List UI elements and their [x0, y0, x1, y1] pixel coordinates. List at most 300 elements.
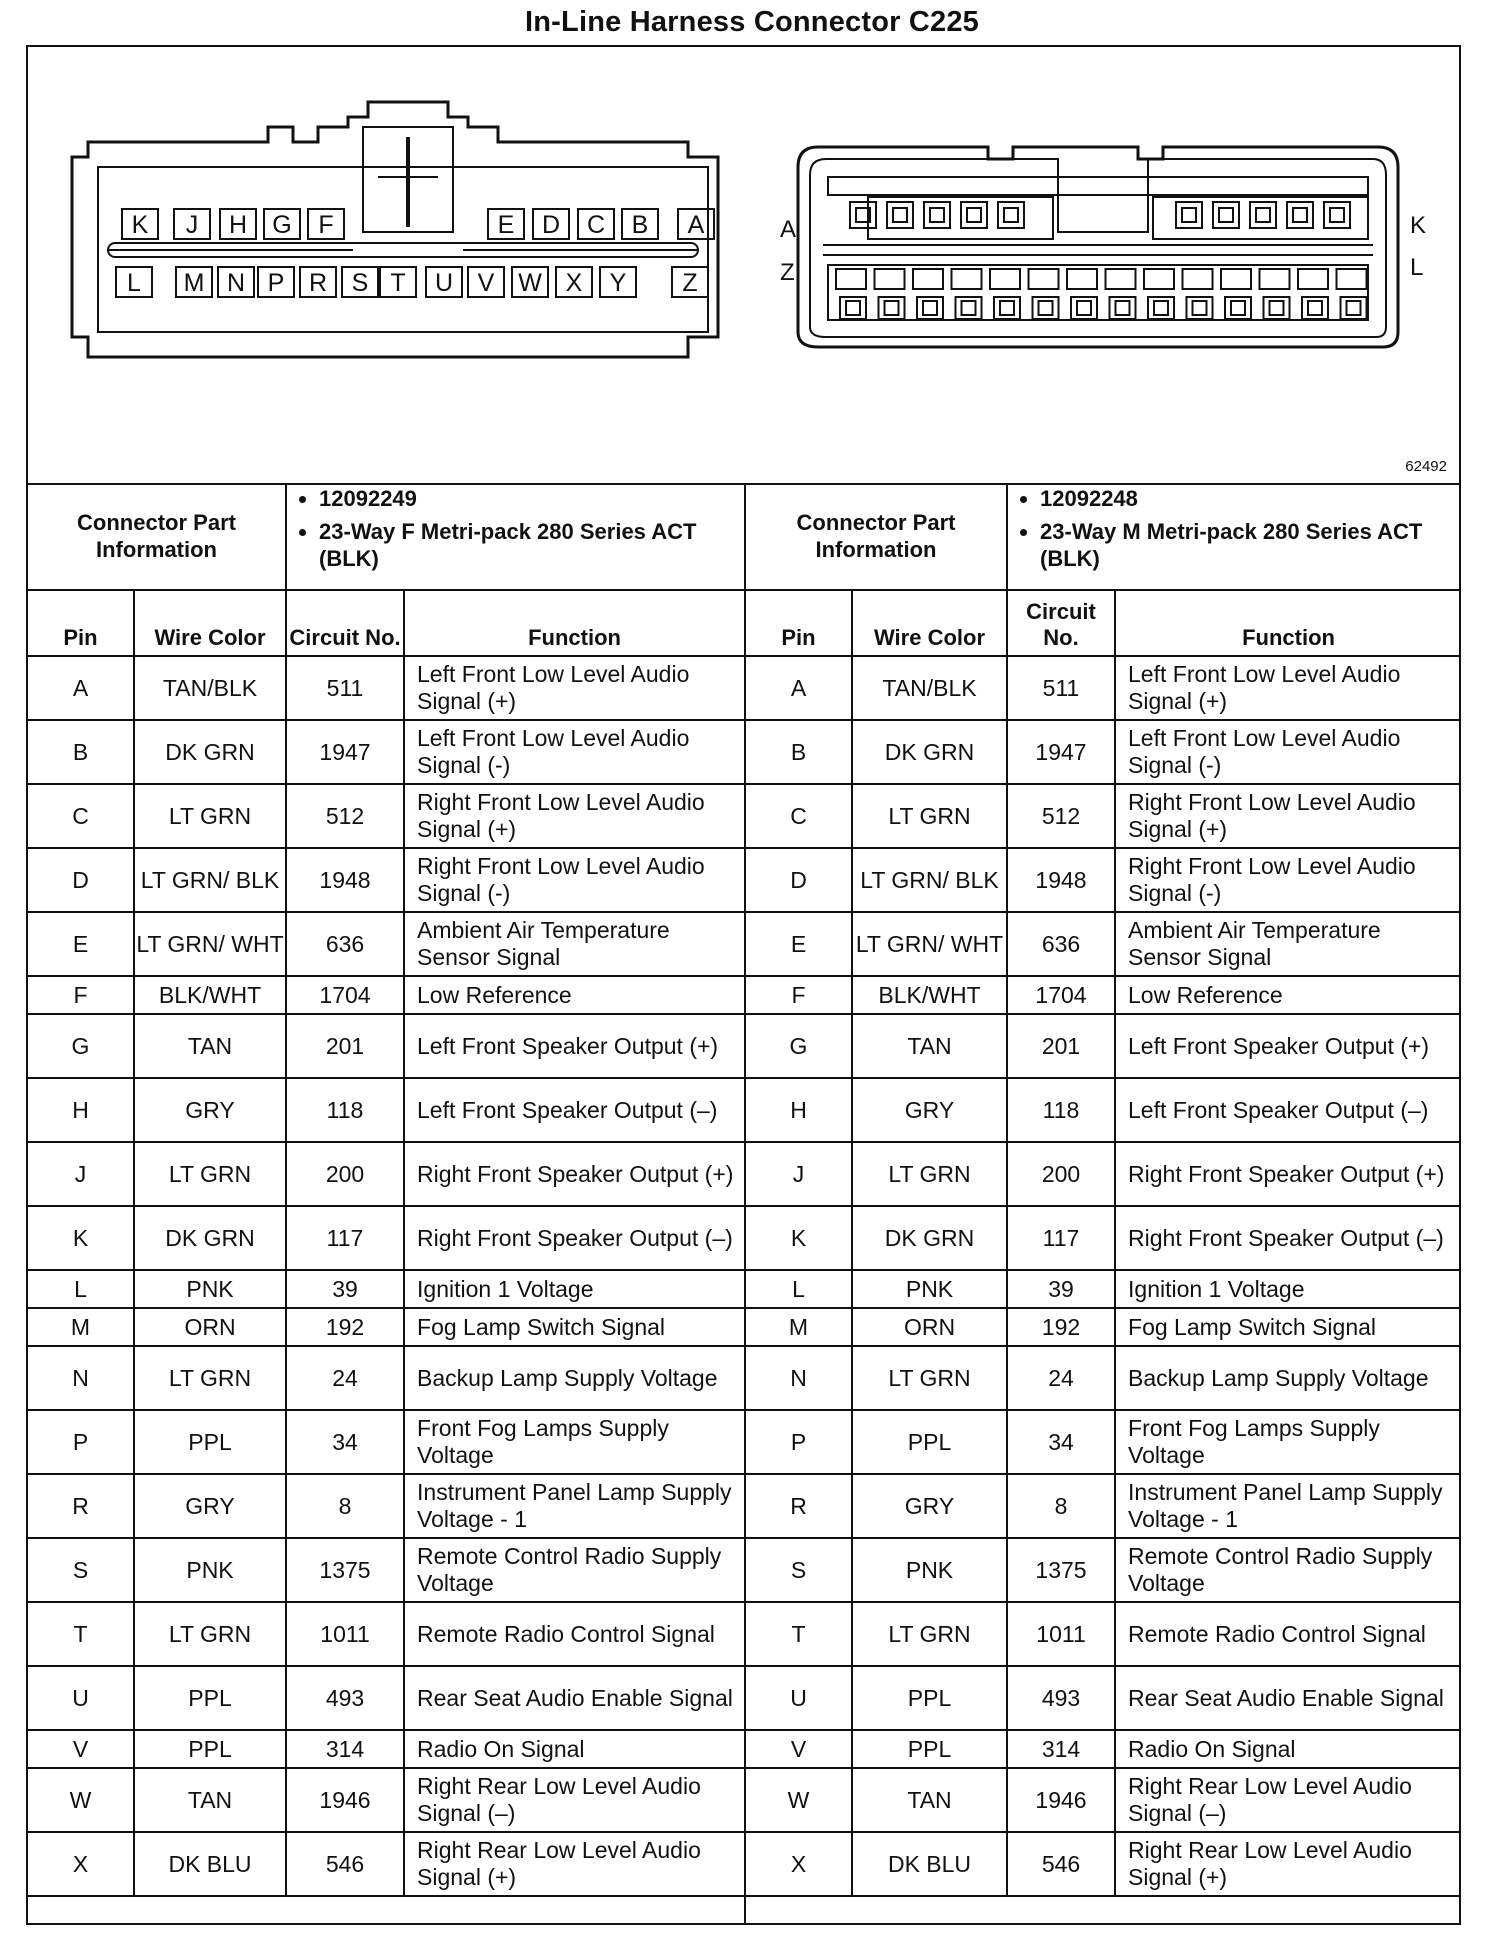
function-cell: Fog Lamp Switch Signal	[1115, 1308, 1461, 1346]
wire-color-cell: ORN	[134, 1308, 286, 1346]
function-cell: Front Fog Lamps Supply Voltage	[404, 1410, 744, 1474]
function-cell: Instrument Panel Lamp Supply Voltage - 1	[1115, 1474, 1461, 1538]
circuit-number-cell: 1704	[286, 976, 404, 1014]
function-cell: Right Rear Low Level Audio Signal (–)	[404, 1768, 744, 1832]
table-row	[746, 1078, 1461, 1142]
left-pin-label: X	[565, 269, 583, 297]
right-connector-label-a: A	[780, 216, 797, 243]
wire-color-cell: DK BLU	[134, 1832, 286, 1896]
pin-cell: B	[746, 720, 852, 784]
right-pin-cavity	[1219, 208, 1233, 222]
right-connector-label-z: Z	[780, 259, 795, 286]
right-pin-cavity	[1029, 269, 1059, 289]
right-pin-cavity	[1260, 269, 1290, 289]
left-pin-label: Z	[682, 269, 698, 297]
wire-color-cell: PNK	[134, 1270, 286, 1308]
pin-cell: G	[746, 1014, 852, 1078]
pin-cell: V	[28, 1730, 134, 1768]
pin-cell: U	[746, 1666, 852, 1730]
circuit-number-cell: 39	[1007, 1270, 1115, 1308]
pin-cell: U	[28, 1666, 134, 1730]
pin-cell: D	[746, 848, 852, 912]
table-row	[28, 720, 744, 784]
function-cell: Fog Lamp Switch Signal	[404, 1308, 744, 1346]
circuit-number-cell: 192	[286, 1308, 404, 1346]
table-row	[28, 1666, 744, 1730]
left-pin-label: S	[351, 269, 369, 297]
circuit-number-cell: 1947	[286, 720, 404, 784]
right-pin-cavity	[1347, 301, 1361, 315]
wire-color-cell: LT GRN/ WHT	[134, 912, 286, 976]
right-pin-cavity	[1116, 301, 1130, 315]
right-pin-cavity	[967, 208, 981, 222]
table-row	[746, 1832, 1461, 1896]
circuit-number-cell: 34	[1007, 1410, 1115, 1474]
pin-cell: R	[28, 1474, 134, 1538]
function-cell: Right Rear Low Level Audio Signal (+)	[404, 1832, 744, 1896]
right-pin-cavity	[1067, 269, 1097, 289]
pin-cell: T	[746, 1602, 852, 1666]
table-row	[28, 1142, 744, 1206]
wire-color-cell: LT GRN	[852, 784, 1007, 848]
wire-color-cell: BLK/WHT	[852, 976, 1007, 1014]
pin-cell: B	[28, 720, 134, 784]
function-cell: Right Front Low Level Audio Signal (+)	[1115, 784, 1461, 848]
right-pin-cavity	[1106, 269, 1136, 289]
left-pin-label: N	[226, 269, 246, 297]
function-cell: Instrument Panel Lamp Supply Voltage - 1	[404, 1474, 744, 1538]
connector-part-info-label: Connector Part Information	[746, 483, 1007, 590]
wire-color-cell: LT GRN	[852, 1602, 1007, 1666]
left-pin-label: R	[308, 269, 328, 297]
circuit-number-cell: 117	[1007, 1206, 1115, 1270]
right-pin-cavity	[924, 202, 950, 228]
function-cell: Radio On Signal	[1115, 1730, 1461, 1768]
right-pin-cavity	[913, 269, 943, 289]
right-pin-cavity	[885, 301, 899, 315]
table-row	[28, 1768, 744, 1832]
left-pin-label: A	[687, 211, 705, 239]
table-row	[746, 1410, 1461, 1474]
table-row	[28, 1206, 744, 1270]
circuit-number-cell: 314	[286, 1730, 404, 1768]
pin-cell: X	[746, 1832, 852, 1896]
table-row	[28, 1014, 744, 1078]
table-row	[28, 1832, 744, 1896]
wire-color-cell: PNK	[134, 1538, 286, 1602]
right-pin-cavity	[1293, 208, 1307, 222]
circuit-number-cell: 314	[1007, 1730, 1115, 1768]
header-function: Function	[1115, 590, 1461, 656]
right-connector-pin-grid	[836, 202, 1367, 319]
table-row	[28, 1410, 744, 1474]
wire-color-cell: TAN	[134, 1014, 286, 1078]
pin-cell: K	[746, 1206, 852, 1270]
right-pin-cavity	[961, 202, 987, 228]
pin-cell: S	[28, 1538, 134, 1602]
right-pin-cavity	[887, 202, 913, 228]
left-pin-label: W	[518, 269, 542, 297]
table-row	[28, 1602, 744, 1666]
function-cell: Left Front Low Level Audio Signal (+)	[404, 656, 744, 720]
right-pin-cavity	[1182, 208, 1196, 222]
wire-color-cell: TAN	[134, 1768, 286, 1832]
circuit-number-cell: 1946	[1007, 1768, 1115, 1832]
pinout-table	[746, 483, 1461, 1897]
wire-color-cell: LT GRN	[852, 1142, 1007, 1206]
right-pin-cavity	[952, 269, 982, 289]
pin-cell: F	[746, 976, 852, 1014]
pin-cell: P	[746, 1410, 852, 1474]
right-pin-cavity	[1176, 202, 1202, 228]
pin-cell: M	[746, 1308, 852, 1346]
circuit-number-cell: 511	[1007, 656, 1115, 720]
right-connector-label-l: L	[1410, 254, 1424, 281]
left-connector-top-pin-row	[122, 209, 714, 239]
circuit-number-cell: 118	[286, 1078, 404, 1142]
part-description: • 23-Way F Metri-pack 280 Series ACT (BLK)	[319, 518, 736, 572]
left-pin-label: B	[631, 211, 649, 239]
function-cell: Rear Seat Audio Enable Signal	[1115, 1666, 1461, 1730]
function-cell: Right Front Low Level Audio Signal (-)	[404, 848, 744, 912]
table-row	[746, 656, 1461, 720]
table-row	[746, 912, 1461, 976]
connector-illustration	[28, 47, 1459, 483]
pin-cell: D	[28, 848, 134, 912]
header-wire-color: Wire Color	[852, 590, 1007, 656]
function-cell: Remote Control Radio Supply Voltage	[1115, 1538, 1461, 1602]
function-cell: Ignition 1 Voltage	[1115, 1270, 1461, 1308]
connector-part-info-value	[1007, 483, 1461, 590]
circuit-number-cell: 546	[1007, 1832, 1115, 1896]
circuit-number-cell: 1947	[1007, 720, 1115, 784]
pin-cell: K	[28, 1206, 134, 1270]
wire-color-cell: LT GRN/ BLK	[852, 848, 1007, 912]
left-pin-label: C	[586, 211, 606, 239]
table-row	[746, 1666, 1461, 1730]
circuit-number-cell: 200	[286, 1142, 404, 1206]
right-pin-cavity	[1298, 269, 1328, 289]
function-cell: Remote Radio Control Signal	[1115, 1602, 1461, 1666]
function-cell: Radio On Signal	[404, 1730, 744, 1768]
table-row	[746, 784, 1461, 848]
right-pin-cavity	[1077, 301, 1091, 315]
header-circuit-no: Circuit No.	[286, 590, 404, 656]
right-pin-cavity	[875, 269, 905, 289]
wire-color-cell: LT GRN	[134, 1602, 286, 1666]
function-cell: Remote Radio Control Signal	[404, 1602, 744, 1666]
right-pin-cavity	[990, 269, 1020, 289]
table-row	[28, 848, 744, 912]
pin-cell: H	[746, 1078, 852, 1142]
wire-color-cell: BLK/WHT	[134, 976, 286, 1014]
right-pin-cavity	[1039, 301, 1053, 315]
function-cell: Ignition 1 Voltage	[404, 1270, 744, 1308]
pin-cell: V	[746, 1730, 852, 1768]
left-pin-label: G	[272, 211, 292, 239]
pin-cell: P	[28, 1410, 134, 1474]
table-row	[746, 1308, 1461, 1346]
right-connector-label-k: K	[1410, 212, 1427, 239]
pinout-table-female	[28, 483, 744, 1923]
right-pin-cavity	[850, 202, 876, 228]
left-pin-label: E	[497, 211, 515, 239]
pin-cell: N	[746, 1346, 852, 1410]
wire-color-cell: LT GRN/ WHT	[852, 912, 1007, 976]
wire-color-cell: TAN	[852, 1768, 1007, 1832]
header-circuit-no: Circuit No.	[1007, 590, 1115, 656]
table-row	[746, 1602, 1461, 1666]
wire-color-cell: PPL	[852, 1730, 1007, 1768]
circuit-number-cell: 117	[286, 1206, 404, 1270]
wire-color-cell: PPL	[134, 1410, 286, 1474]
right-pin-cavity	[836, 269, 866, 289]
pin-cell: A	[746, 656, 852, 720]
left-pin-label: Y	[609, 269, 627, 297]
table-row	[28, 1346, 744, 1410]
wire-color-cell: ORN	[852, 1308, 1007, 1346]
left-pin-label: H	[228, 211, 248, 239]
pin-cell: F	[28, 976, 134, 1014]
connector-part-info-value	[286, 483, 744, 590]
pin-cell: W	[746, 1768, 852, 1832]
function-cell: Rear Seat Audio Enable Signal	[404, 1666, 744, 1730]
left-pin-label: L	[127, 269, 141, 297]
pin-cell: L	[746, 1270, 852, 1308]
circuit-number-cell: 1375	[1007, 1538, 1115, 1602]
table-row	[746, 1538, 1461, 1602]
pin-cell: C	[746, 784, 852, 848]
circuit-number-cell: 24	[286, 1346, 404, 1410]
right-pin-cavity	[930, 208, 944, 222]
right-pin-cavity	[1000, 301, 1014, 315]
right-pin-cavity	[1144, 269, 1174, 289]
table-row	[746, 1730, 1461, 1768]
wire-color-cell: PPL	[134, 1666, 286, 1730]
pin-cell: G	[28, 1014, 134, 1078]
left-connector-bottom-pin-row	[116, 267, 708, 297]
wire-color-cell: PNK	[852, 1270, 1007, 1308]
right-pin-cavity	[962, 301, 976, 315]
left-pin-label: V	[477, 269, 495, 297]
table-row	[746, 1346, 1461, 1410]
circuit-number-cell: 1948	[1007, 848, 1115, 912]
left-pin-label: J	[185, 211, 199, 239]
function-cell: Left Front Speaker Output (–)	[404, 1078, 744, 1142]
function-cell: Left Front Speaker Output (+)	[404, 1014, 744, 1078]
table-row	[28, 1308, 744, 1346]
page-title: In-Line Harness Connector C225	[525, 6, 979, 38]
right-pin-cavity	[1287, 202, 1313, 228]
circuit-number-cell: 24	[1007, 1346, 1115, 1410]
table-row	[28, 784, 744, 848]
function-cell: Right Front Low Level Audio Signal (-)	[1115, 848, 1461, 912]
pin-cell: L	[28, 1270, 134, 1308]
wire-color-cell: DK GRN	[852, 1206, 1007, 1270]
circuit-number-cell: 546	[286, 1832, 404, 1896]
table-row	[746, 976, 1461, 1014]
circuit-number-cell: 1011	[286, 1602, 404, 1666]
circuit-number-cell: 8	[286, 1474, 404, 1538]
wire-color-cell: LT GRN	[134, 1142, 286, 1206]
circuit-number-cell: 1011	[1007, 1602, 1115, 1666]
circuit-number-cell: 636	[286, 912, 404, 976]
function-cell: Ambient Air Temperature Sensor Signal	[404, 912, 744, 976]
table-row	[28, 1078, 744, 1142]
pin-cell: J	[746, 1142, 852, 1206]
function-cell: Remote Control Radio Supply Voltage	[404, 1538, 744, 1602]
wire-color-cell: DK BLU	[852, 1832, 1007, 1896]
circuit-number-cell: 201	[286, 1014, 404, 1078]
left-pin-label: U	[434, 269, 454, 297]
function-cell: Backup Lamp Supply Voltage	[404, 1346, 744, 1410]
right-pin-cavity	[846, 301, 860, 315]
pin-cell: M	[28, 1308, 134, 1346]
header-pin: Pin	[28, 590, 134, 656]
table-row	[746, 1270, 1461, 1308]
function-cell: Right Front Low Level Audio Signal (+)	[404, 784, 744, 848]
pin-cell: T	[28, 1602, 134, 1666]
circuit-number-cell: 1375	[286, 1538, 404, 1602]
function-cell: Left Front Speaker Output (+)	[1115, 1014, 1461, 1078]
right-pin-cavity	[1308, 301, 1322, 315]
function-cell: Left Front Low Level Audio Signal (+)	[1115, 656, 1461, 720]
function-cell: Left Front Low Level Audio Signal (-)	[404, 720, 744, 784]
function-cell: Left Front Low Level Audio Signal (-)	[1115, 720, 1461, 784]
function-cell: Backup Lamp Supply Voltage	[1115, 1346, 1461, 1410]
part-description: • 23-Way M Metri-pack 280 Series ACT (BLK)	[1040, 518, 1453, 572]
pin-cell: X	[28, 1832, 134, 1896]
wire-color-cell: LT GRN	[134, 1346, 286, 1410]
pin-cell: S	[746, 1538, 852, 1602]
function-cell: Right Front Speaker Output (+)	[1115, 1142, 1461, 1206]
right-pin-cavity	[1183, 269, 1213, 289]
pin-cell: J	[28, 1142, 134, 1206]
wire-color-cell: GRY	[134, 1078, 286, 1142]
function-cell: Front Fog Lamps Supply Voltage	[1115, 1410, 1461, 1474]
circuit-number-cell: 34	[286, 1410, 404, 1474]
circuit-number-cell: 200	[1007, 1142, 1115, 1206]
wire-color-cell: TAN	[852, 1014, 1007, 1078]
circuit-number-cell: 192	[1007, 1308, 1115, 1346]
table-row	[746, 848, 1461, 912]
circuit-number-cell: 8	[1007, 1474, 1115, 1538]
pin-cell: N	[28, 1346, 134, 1410]
pin-cell: R	[746, 1474, 852, 1538]
wire-color-cell: GRY	[852, 1474, 1007, 1538]
table-row	[746, 720, 1461, 784]
pin-cell: E	[746, 912, 852, 976]
pin-cell: H	[28, 1078, 134, 1142]
right-pin-cavity	[1330, 208, 1344, 222]
wire-color-cell: LT GRN	[134, 784, 286, 848]
right-pin-cavity	[1256, 208, 1270, 222]
function-cell: Left Front Speaker Output (–)	[1115, 1078, 1461, 1142]
table-row	[746, 1474, 1461, 1538]
wire-color-cell: LT GRN	[852, 1346, 1007, 1410]
figure-id: 62492	[1405, 458, 1447, 475]
right-pin-cavity	[1250, 202, 1276, 228]
circuit-number-cell: 511	[286, 656, 404, 720]
pin-cell: W	[28, 1768, 134, 1832]
circuit-number-cell: 512	[286, 784, 404, 848]
function-cell: Right Front Speaker Output (–)	[1115, 1206, 1461, 1270]
left-pin-label: K	[131, 211, 149, 239]
circuit-number-cell: 201	[1007, 1014, 1115, 1078]
pinout-table-male	[744, 483, 1461, 1923]
circuit-number-cell: 512	[1007, 784, 1115, 848]
connector-diagram	[28, 47, 1459, 485]
function-cell: Right Rear Low Level Audio Signal (–)	[1115, 1768, 1461, 1832]
wire-color-cell: GRY	[852, 1078, 1007, 1142]
part-number: • 12092249	[319, 485, 736, 512]
pin-cell: A	[28, 656, 134, 720]
function-cell: Low Reference	[404, 976, 744, 1014]
wire-color-cell: DK GRN	[134, 720, 286, 784]
left-pin-label: T	[390, 269, 406, 297]
right-pin-cavity	[998, 202, 1024, 228]
wire-color-cell: PPL	[852, 1410, 1007, 1474]
table-row	[28, 1730, 744, 1768]
function-cell: Low Reference	[1115, 976, 1461, 1014]
right-pin-cavity	[1337, 269, 1367, 289]
pin-cell: E	[28, 912, 134, 976]
circuit-number-cell: 493	[1007, 1666, 1115, 1730]
right-pin-cavity	[1004, 208, 1018, 222]
table-row	[746, 1206, 1461, 1270]
table-row	[746, 1142, 1461, 1206]
right-pin-cavity	[1231, 301, 1245, 315]
table-row	[28, 912, 744, 976]
pinout-table	[28, 483, 744, 1897]
wire-color-cell: TAN/BLK	[852, 656, 1007, 720]
wire-color-cell: PPL	[852, 1666, 1007, 1730]
left-pin-label: D	[541, 211, 561, 239]
wire-color-cell: DK GRN	[134, 1206, 286, 1270]
wire-color-cell: DK GRN	[852, 720, 1007, 784]
document-frame	[26, 45, 1461, 1925]
table-row	[28, 656, 744, 720]
circuit-number-cell: 1704	[1007, 976, 1115, 1014]
circuit-number-cell: 1946	[286, 1768, 404, 1832]
right-pin-cavity	[893, 208, 907, 222]
circuit-number-cell: 118	[1007, 1078, 1115, 1142]
wire-color-cell: GRY	[134, 1474, 286, 1538]
circuit-number-cell: 1948	[286, 848, 404, 912]
part-number: • 12092248	[1040, 485, 1453, 512]
left-pin-label: P	[267, 269, 285, 297]
wire-color-cell: PPL	[134, 1730, 286, 1768]
function-cell: Ambient Air Temperature Sensor Signal	[1115, 912, 1461, 976]
right-pin-cavity	[1193, 301, 1207, 315]
function-cell: Right Front Speaker Output (+)	[404, 1142, 744, 1206]
header-pin: Pin	[746, 590, 852, 656]
table-row	[746, 1014, 1461, 1078]
header-wire-color: Wire Color	[134, 590, 286, 656]
table-row	[28, 976, 744, 1014]
circuit-number-cell: 636	[1007, 912, 1115, 976]
left-pin-label: F	[318, 211, 334, 239]
circuit-number-cell: 493	[286, 1666, 404, 1730]
table-row	[28, 1474, 744, 1538]
circuit-number-cell: 39	[286, 1270, 404, 1308]
connector-part-info-label: Connector Part Information	[28, 483, 286, 590]
right-pin-cavity	[1324, 202, 1350, 228]
wire-color-cell: TAN/BLK	[134, 656, 286, 720]
header-function: Function	[404, 590, 744, 656]
right-pin-cavity	[923, 301, 937, 315]
function-cell: Right Rear Low Level Audio Signal (+)	[1115, 1832, 1461, 1896]
